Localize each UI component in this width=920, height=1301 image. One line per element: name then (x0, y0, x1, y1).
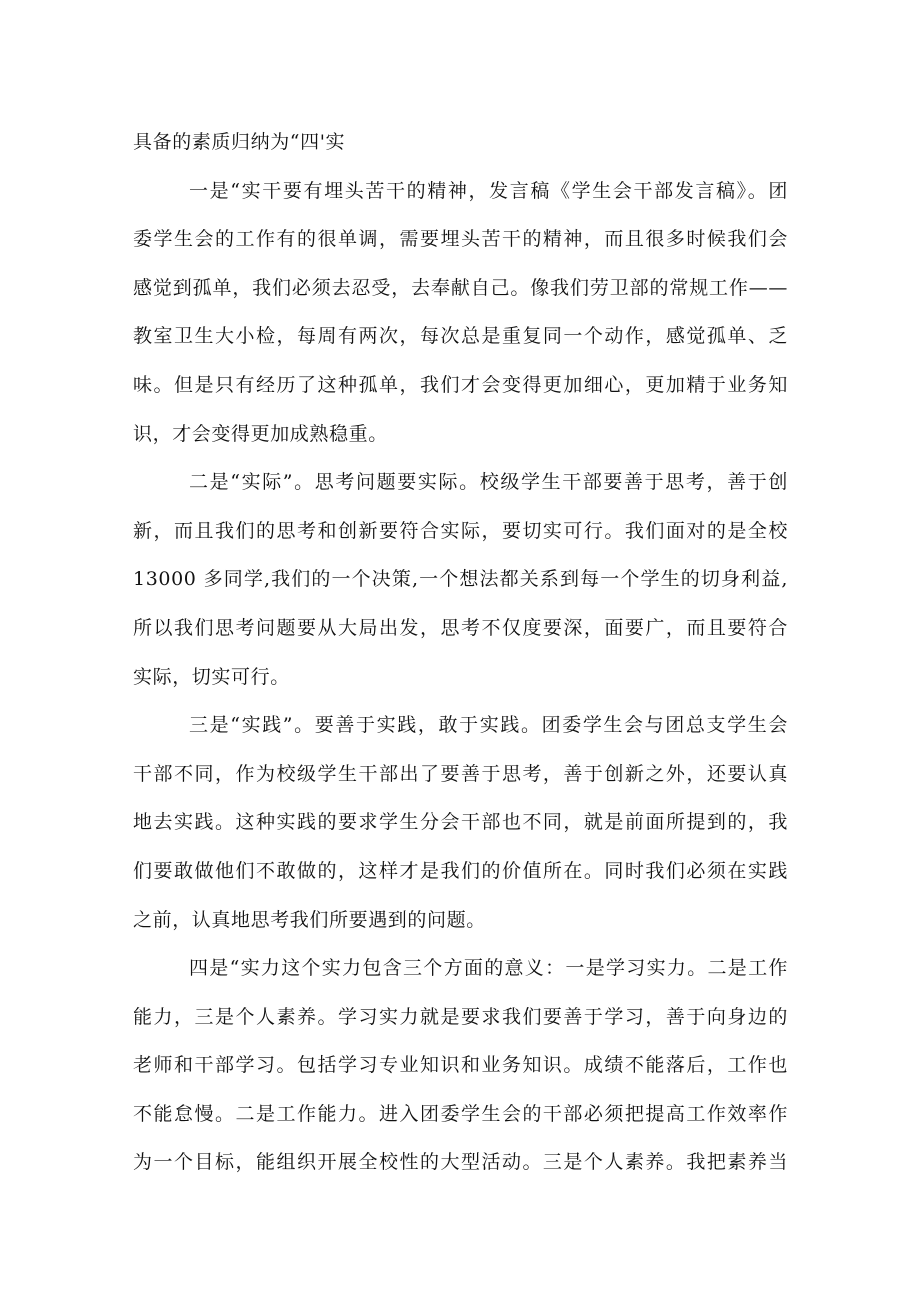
paragraph-2 (133, 458, 788, 701)
text-line: 一是“实干要有埋头苦干的精神，发言稿《学生会干部发言稿》。团 (189, 179, 788, 202)
text-line: 教室卫生大小检，每周有两次，每次总是重复同一个动作，感觉孤单、乏 (133, 325, 788, 348)
text-line: 委学生会的工作有的很单调，需要埋头苦干的精神，而且很多时候我们会 (133, 228, 788, 251)
text-line: 味。但是只有经历了这种孤单，我们才会变得更加细心，更加精于业务知 (133, 373, 788, 396)
text-line: 四是“实力这个实力包含三个方面的意义：一是学习实力。二是工作 (189, 957, 788, 980)
text-line: 所以我们思考问题要从大局出发，思考不仅度要深，面要广，而且要符合 (133, 616, 788, 639)
text-line: 三是“实践”。要善于实践，敢于实践。团委学生会与团总支学生会 (189, 714, 788, 737)
paragraph-4 (133, 944, 788, 1187)
text-line: 13000 多同学,我们的一个决策,一个想法都关系到每一个学生的切身利益, (133, 568, 788, 591)
text-line: 二是“实际”。思考问题要实际。校级学生干部要善于思考，善于创 (189, 471, 788, 494)
intro-line: 具备的素质归纳为“四'实 (133, 131, 346, 153)
text-line: 感觉到孤单，我们必须去忍受，去奉献自己。像我们劳卫部的常规工作—— (133, 276, 788, 299)
paragraph-1 (133, 167, 788, 459)
text-line: 不能怠慢。二是工作能力。进入团委学生会的干部必须把提高工作效率作 (133, 1102, 788, 1125)
text-line: 地去实践。这种实践的要求学生分会干部也不同，就是前面所提到的，我 (133, 811, 788, 834)
text-line: 老师和干部学习。包括学习专业知识和业务知识。成绩不能落后，工作也 (133, 1054, 788, 1077)
text-line: 之前，认真地思考我们所要遇到的问题。 (133, 908, 486, 931)
document-body (133, 118, 788, 1187)
text-line: 新，而且我们的思考和创新要符合实际，要切实可行。我们面对的是全校 (133, 519, 788, 542)
text-line: 为一个目标，能组织开展全校性的大型活动。三是个人素养。我把素养当 (133, 1151, 788, 1174)
text-line: 们要敢做他们不敢做的，这样才是我们的价值所在。同时我们必须在实践 (133, 859, 788, 882)
text-line: 识，才会变得更加成熟稳重。 (133, 422, 388, 445)
text-line: 干部不同，作为校级学生干部出了要善于思考，善于创新之外，还要认真 (133, 762, 788, 785)
paragraph-3 (133, 701, 788, 944)
text-line: 实际，切实可行。 (133, 665, 290, 688)
text-line: 能力，三是个人素养。学习实力就是要求我们要善于学习，善于向身边的 (133, 1005, 788, 1028)
